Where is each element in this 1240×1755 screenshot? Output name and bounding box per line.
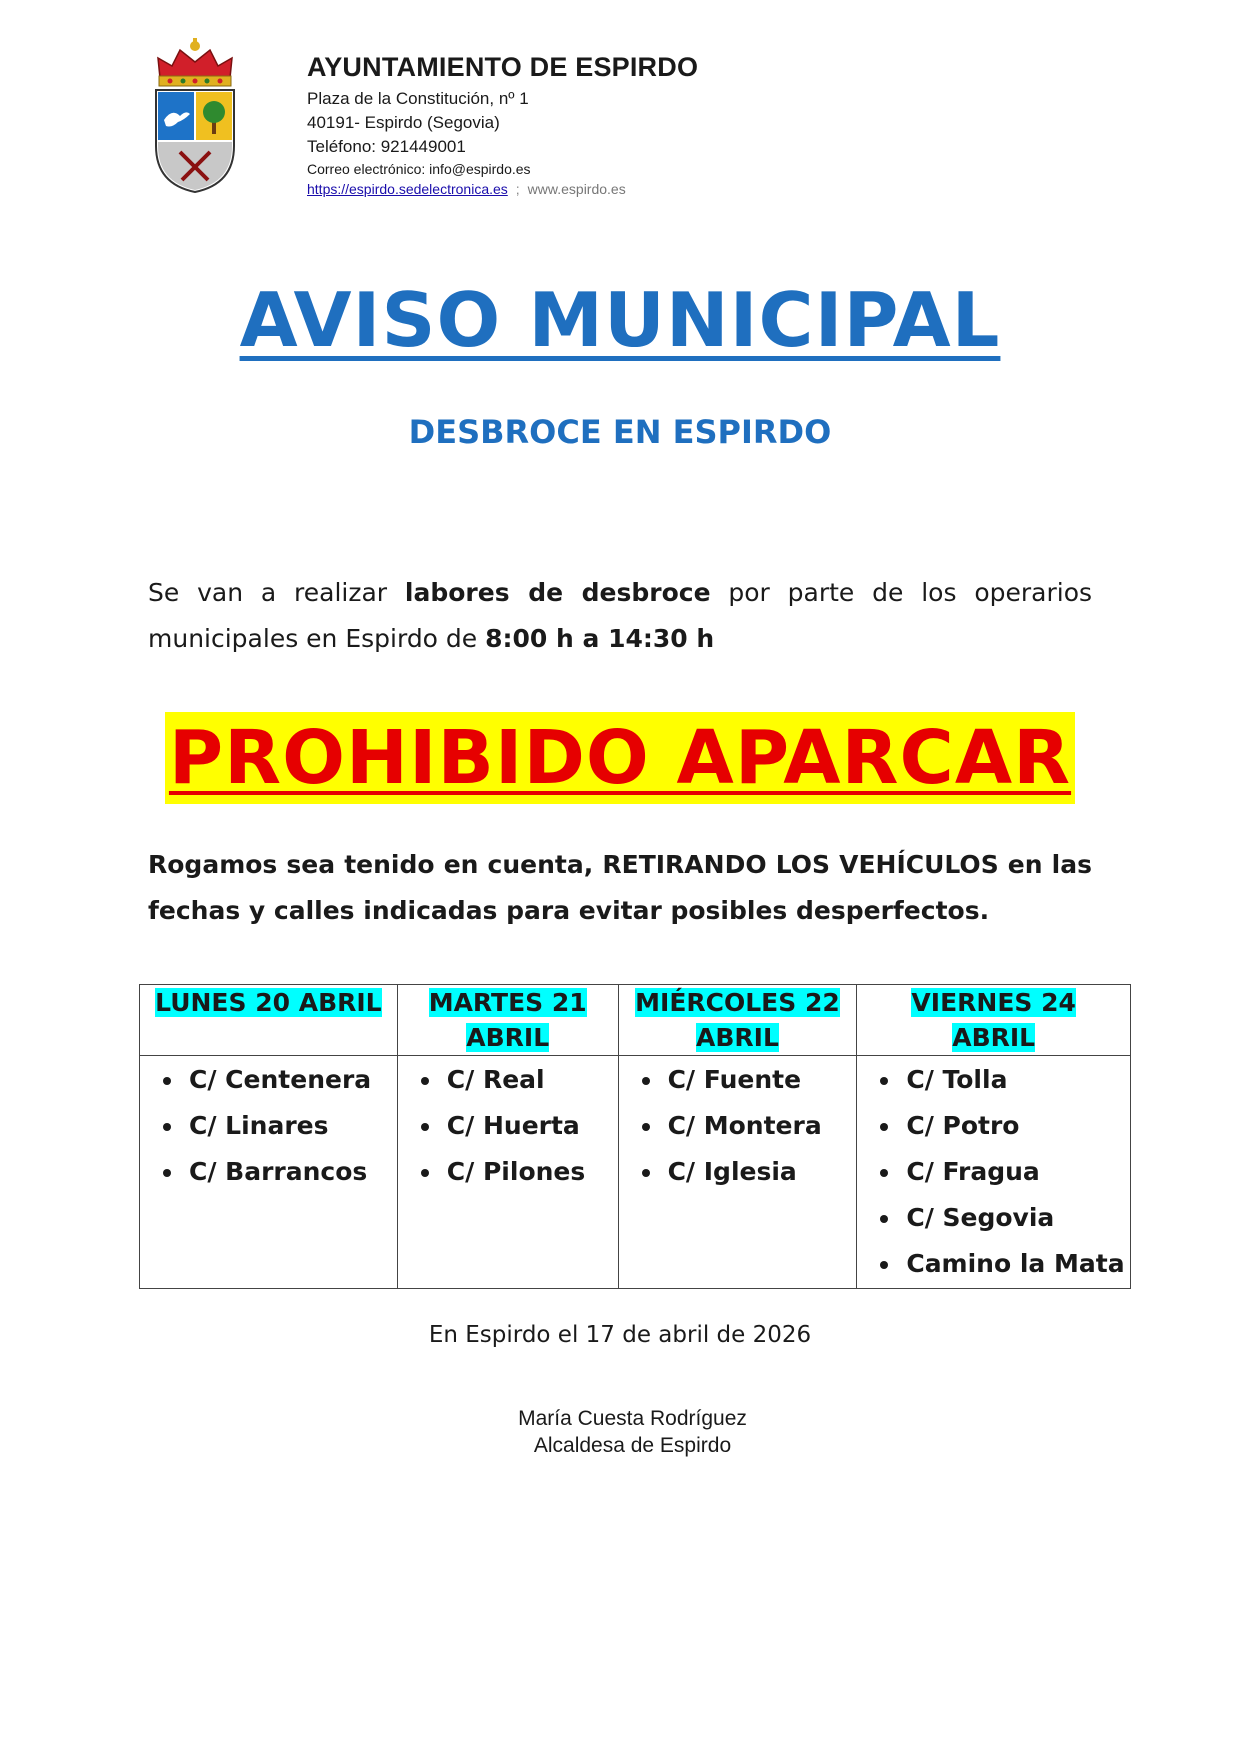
column-header: MIÉRCOLES 22 ABRIL — [618, 985, 857, 1056]
issue-date: En Espirdo el 17 de abril de 2026 — [428, 1322, 812, 1348]
page-title: AVISO MUNICIPAL — [239, 276, 1001, 364]
list-item: • Camino la Mata — [902, 1241, 1129, 1287]
banner-text: PROHIBIDO APARCAR — [165, 712, 1075, 804]
signatory-name: María Cuesta Rodríguez — [518, 1407, 747, 1430]
list-item: • C/ Real — [443, 1057, 617, 1103]
email: Correo electrónico: info@espirdo.es — [307, 161, 531, 177]
list-item: • C/ Montera — [664, 1103, 856, 1149]
list-item: • C/ Pilones — [443, 1149, 617, 1195]
street-list-cell — [618, 1056, 857, 1289]
notice-paragraph: Rogamos sea tenido en cuenta, RETIRANDO LOS VEHÍCULOS en las fechas y calles indicadas para evitar posibles desperfectos. — [148, 850, 1092, 925]
list-item: • C/ Centenera — [185, 1057, 396, 1103]
link-separator: ; — [515, 181, 520, 197]
list-item: • C/ Barrancos — [185, 1149, 396, 1195]
website-link[interactable]: www.espirdo.es — [527, 181, 626, 197]
letterhead — [307, 52, 698, 199]
intro-paragraph: Se van a realizar labores de desbroce por parte de los operarios municipales en Espirdo de 8:00 h a 14:30 h — [148, 578, 1093, 653]
list-item: • C/ Tolla — [902, 1057, 1129, 1103]
table-header-row — [140, 985, 1131, 1056]
signatory-role: Alcaldesa de Espirdo — [533, 1434, 732, 1457]
column-header: VIERNES 24 ABRIL — [857, 985, 1131, 1056]
column-header: MARTES 21 ABRIL — [397, 985, 618, 1056]
list-item: • C/ Fragua — [902, 1149, 1129, 1195]
list-item: • C/ Huerta — [443, 1103, 617, 1149]
column-header: LUNES 20 ABRIL — [140, 985, 398, 1056]
page-subtitle: DESBROCE EN ESPIRDO — [408, 413, 832, 451]
street-list-cell — [857, 1056, 1131, 1289]
list-item: • C/ Iglesia — [664, 1149, 856, 1195]
prohibition-banner — [0, 712, 1240, 804]
web-links — [307, 179, 698, 199]
sede-electronica-link[interactable]: https://espirdo.sedelectronica.es — [307, 181, 508, 197]
list-item: • C/ Potro — [902, 1103, 1129, 1149]
signature-block — [0, 1405, 1240, 1459]
list-item: • C/ Segovia — [902, 1195, 1129, 1241]
street-list-cell — [140, 1056, 398, 1289]
table-row — [140, 1056, 1131, 1289]
schedule-table — [139, 984, 1131, 1289]
coat-of-arms-icon — [150, 36, 240, 196]
phone: Teléfono: 921449001 — [307, 137, 466, 156]
city: 40191- Espirdo (Segovia) — [307, 113, 500, 132]
list-item: • C/ Linares — [185, 1103, 396, 1149]
street-list-cell — [397, 1056, 618, 1289]
list-item: • C/ Fuente — [664, 1057, 856, 1103]
address: Plaza de la Constitución, nº 1 — [307, 89, 529, 108]
organization-name: AYUNTAMIENTO DE ESPIRDO — [307, 52, 699, 82]
crown-icon — [158, 38, 232, 86]
